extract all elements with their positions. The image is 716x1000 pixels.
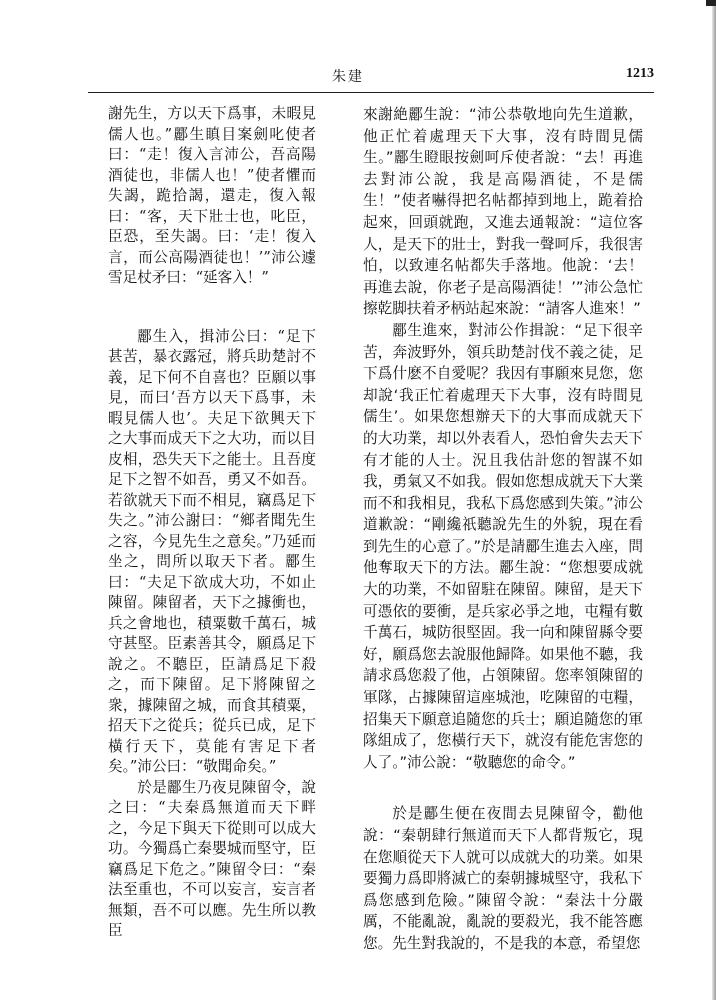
translation-paragraph-1: 來謝絶酈生說：“沛公恭敬地向先生道歉，他正忙着處理天下大事，沒有時間見儒生。”酈生瞪眼按劍呵斥使者說：“去！再進去對沛公說，我是高陽酒徒，不是儒生！”使者嚇得把名帖都掉到地上，跪着拾起來，回頭就跑，又進去通報說：“這位客人，是天下的壯士，對我一聲呵斥，我很害怕，以致連名帖都失手落地。他說：‘去！再進去說，你老子是高陽酒徒！’”沛公急忙擦乾脚扶着矛柄站起來說：“請客人進來！” bbox=[363, 106, 643, 318]
classical-text-column bbox=[108, 104, 316, 942]
scan-edge-shadow bbox=[712, 0, 716, 1000]
header-rule bbox=[88, 92, 654, 93]
translation-column bbox=[363, 104, 643, 955]
running-title: 朱建 bbox=[332, 69, 364, 85]
classical-paragraph-2: 酈生入，揖沛公曰：“足下甚苦，暴衣露冠，將兵助楚討不義，足下何不自喜也？臣願以事見，而曰‘吾方以天下爲事，未暇見儒人也’。夫足下欲興天下之大事而成天下之大功，而以目皮相，恐失天下之能士。且吾度足下之智不如吾，勇又不如吾。若欲就天下而不相見，竊爲足下失之。”沛公謝曰：“鄉者聞先生之容，今見先生之意矣。”乃延而坐之，問所以取天下者。酈生曰：“夫足下欲成大功，不如止陳留。陳留者，天下之據衝也，兵之會地也，積粟數千萬石，城守甚堅。臣素善其令，願爲足下說之。不聽臣，臣請爲足下殺之，而下陳留。足下將陳留之衆，據陳留之城，而食其積粟，招天下之從兵；從兵已成，足下橫行天下，莫能有害足下者矣。”沛公曰：“敬聞命矣。” bbox=[108, 327, 316, 775]
scan-corner-mark bbox=[706, 0, 716, 6]
classical-paragraph-1: 謝先生，方以天下爲事，未暇見儒人也。”酈生瞋目案劍叱使者曰：“走！復入言沛公，吾高陽酒徒也，非儒人也！”使者懼而失謁，跪拾謁，還走，復入報曰：“客，天下壯士也，叱臣，臣恐，至失謁。曰：‘走！復入言，而公高陽酒徒也！’”沛公遽雪足杖矛曰：“延客入！” bbox=[108, 105, 316, 286]
translation-paragraph-3: 於是酈生便在夜間去見陳留令，勸他說：“秦朝肆行無道而天下人都背叛它，現在您順從天下人就可以成就大的功業。如果要獨力爲即將滅亡的秦朝據城堅守，我私下爲您感到危險。”陳留令說：“秦法十分嚴厲，不能亂說，亂說的要殺光，我不能答應您。先生對我說的，不是我的本意，希望您 bbox=[363, 805, 643, 952]
page-header bbox=[88, 66, 654, 88]
classical-paragraph-3: 於是酈生乃夜見陳留令，說之曰：“夫秦爲無道而天下畔之，今足下與天下從則可以成大功。今獨爲亡秦嬰城而堅守，臣竊爲足下危之。”陳留令曰：“秦法至重也，不可以妄言，妄言者無類，吾不可以應。先生所以教臣 bbox=[108, 778, 316, 939]
translation-paragraph-2: 酈生進來，對沛公作揖說：“足下很辛苦，奔波野外，領兵助楚討伐不義之徒，足下爲什麽不自愛呢？我因有事願來見您，您却說‘我正忙着處理天下大事，沒有時間見儒生’。如果您想辦天下的大事而成就天下的大功業，却以外表看人，恐怕會失去天下有才能的人士。況且我估計您的智謀不如我，勇氣又不如我。假如您想成就天下大業而不和我相見，我私下爲您感到失策。”沛公道歉說：“剛纔祇聽說先生的外貌，現在看到先生的心意了。”於是請酈生進去入座，問他奪取天下的方法。酈生說：“您想要成就大的功業，不如留駐在陳留。陳留，是天下可憑依的要衝，是兵家必爭之地，屯糧有數千萬石，城防很堅固。我一向和陳留縣令要好，願爲您去說服他歸降。如果他不聽，我請求爲您殺了他，占領陳留。您率領陳留的軍隊，占據陳留這座城池，吃陳留的屯糧，招集天下願意追隨您的兵士；願追隨您的軍隊組成了，您橫行天下，就沒有能危害您的人了。”沛公說：“敬聽您的命令。” bbox=[363, 321, 643, 771]
page-number: 1213 bbox=[626, 66, 654, 81]
